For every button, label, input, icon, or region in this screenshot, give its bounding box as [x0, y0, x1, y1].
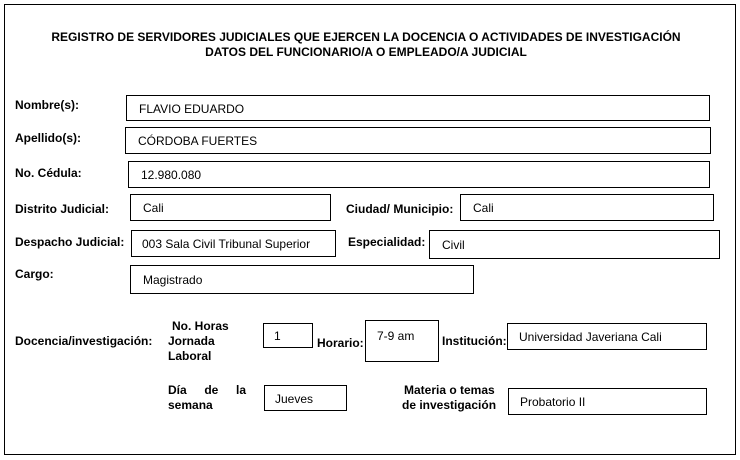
horario-label: Horario:: [317, 336, 364, 350]
despacho-field[interactable]: 003 Sala Civil Tribunal Superior: [131, 230, 336, 257]
ciudad-field[interactable]: Cali: [460, 194, 714, 221]
distrito-label: Distrito Judicial:: [15, 202, 110, 216]
cargo-label: Cargo:: [15, 267, 54, 281]
horas-label: No. Horas Jornada Laboral: [168, 319, 229, 363]
nombres-field[interactable]: FLAVIO EDUARDO: [126, 95, 710, 121]
docencia-label: Docencia/investigación:: [15, 334, 153, 348]
cedula-label: No. Cédula:: [15, 166, 82, 180]
horas-field[interactable]: 1: [263, 323, 313, 348]
apellidos-field[interactable]: CÓRDOBA FUERTES: [125, 127, 711, 154]
cedula-field[interactable]: 12.980.080: [128, 161, 710, 188]
institucion-field[interactable]: Universidad Javeriana Cali: [507, 323, 707, 350]
institucion-label: Institución:: [442, 334, 507, 348]
dia-field[interactable]: Jueves: [264, 385, 347, 411]
form-subtitle: DATOS DEL FUNCIONARIO/A O EMPLEADO/A JUDICIAL: [205, 45, 527, 59]
nombres-label: Nombre(s):: [15, 98, 80, 112]
distrito-field[interactable]: Cali: [130, 194, 331, 221]
especialidad-label: Especialidad:: [348, 235, 426, 249]
dia-label: Día de la semana: [168, 383, 246, 412]
cargo-field[interactable]: Magistrado: [130, 265, 474, 294]
apellidos-label: Apellido(s):: [15, 131, 81, 145]
despacho-label: Despacho Judicial:: [15, 235, 125, 249]
form-title: REGISTRO DE SERVIDORES JUDICIALES QUE EJERCEN LA DOCENCIA O ACTIVIDADES DE INVESTIGACIÓN: [51, 30, 681, 44]
materia-label: Materia o temas de investigación: [402, 383, 497, 412]
horario-value: 7-9 am: [377, 329, 415, 343]
materia-field[interactable]: Probatorio II: [508, 388, 707, 415]
ciudad-label: Ciudad/ Municipio:: [346, 202, 454, 216]
especialidad-field[interactable]: Civil: [429, 230, 720, 259]
horario-field[interactable]: [365, 320, 439, 362]
